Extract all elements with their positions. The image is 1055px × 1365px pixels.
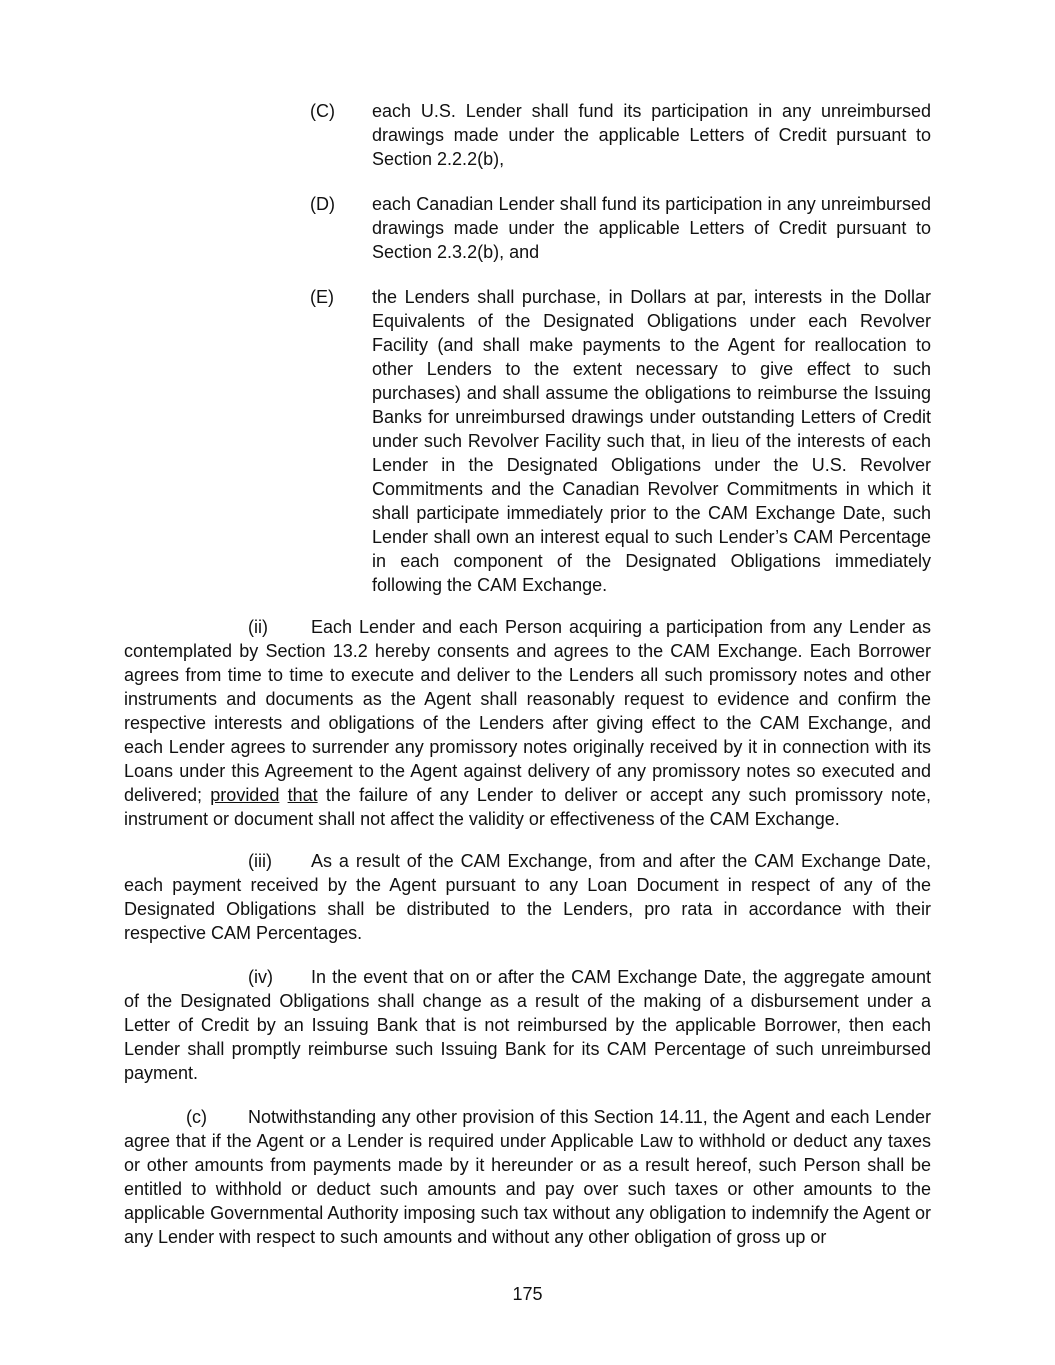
item-text: each Canadian Lender shall fund its participation in any unreimbursed drawings made under the applicable Letters of Credit pursuant to Section 2.3.2(b), and: [372, 194, 931, 262]
paragraph-label: (c): [186, 1107, 207, 1127]
paragraph-iii: [124, 849, 931, 945]
paragraph-c: [124, 1105, 931, 1249]
paragraph-label: (ii): [248, 617, 268, 637]
paragraph-label: (iii): [248, 851, 272, 871]
page-number: 175: [512, 1284, 543, 1304]
paragraph-text-continued: the failure of any Lender to deliver or accept any such promissory note, instrument or document shall not affect the validity or effectiveness of the CAM Exchange.: [124, 785, 931, 829]
paragraph-iv: [124, 965, 931, 1085]
item-text: each U.S. Lender shall fund its participation in any unreimbursed drawings made under the applicable Letters of Credit pursuant to Section 2.2.2(b),: [372, 101, 931, 169]
item-text: the Lenders shall purchase, in Dollars at par, interests in the Dollar Equivalents of the Designated Obligations under each Revolver Facility (and shall make payments to the Agent for reallocation to other Lenders to the extent necessary to give effect to such purchases) and shall assume the obligations to reimburse the Issuing Banks for unreimbursed drawings under outstanding Letters of Credit under such Revolver Facility such that, in lieu of the interests of each Lender in the Designated Obligations under the U.S. Revolver Commitments and the Canadian Revolver Commitments in which it shall participate immediately prior to the CAM Exchange Date, such Lender shall own an interest equal to such Lender’s CAM Percentage in each component of the Designated Obligations immediately following the CAM Exchange.: [372, 287, 931, 595]
provided-term: provided: [210, 785, 280, 805]
paragraph-text: In the event that on or after the CAM Exchange Date, the aggregate amount of the Designated Obligations shall change as a result of the making of a disbursement under a Letter of Credit by an Issuing Bank that is not reimbursed by the applicable Borrower, then each Lender shall promptly reimburse such Issuing Bank for its CAM Percentage of such unreimbursed payment.: [124, 967, 931, 1083]
item-label: (D): [310, 194, 335, 214]
item-label: (E): [310, 287, 334, 307]
paragraph-text: As a result of the CAM Exchange, from and after the CAM Exchange Date, each payment received by the Agent pursuant to any Loan Document in respect of any of the Designated Obligations shall be distributed to the Lenders, pro rata in accordance with their respective CAM Percentages.: [124, 851, 931, 943]
that-term: that: [287, 785, 318, 805]
paragraph-text: Each Lender and each Person acquiring a participation from any Lender as contemplated by Section 13.2 hereby consents and agrees to the CAM Exchange. Each Borrower agrees from time to time to execute and deliver to the Lenders all such promissory notes and other instruments and documents as the Agent shall reasonably request to evidence and confirm the respective interests and obligations of the Lenders after giving effect to the CAM Exchange, and each Lender agrees to surrender any promissory notes originally received by it in connection with its Loans under this Agreement to the Agent against delivery of any promissory notes so executed and delivered;: [124, 617, 931, 805]
paragraph-text: Notwithstanding any other provision of this Section 14.11, the Agent and each Lender agree that if the Agent or a Lender is required under Applicable Law to withhold or deduct any taxes or other amounts from payments made by it hereunder or as a result hereof, such Person shall be entitled to withhold or deduct such amounts and pay over such taxes or other amounts to the applicable Governmental Authority imposing such tax without any obligation to indemnify the Agent or any Lender with respect to such amounts and without any other obligation of gross up or: [124, 1107, 931, 1247]
paragraph-label: (iv): [248, 967, 273, 987]
item-label: (C): [310, 101, 335, 121]
paragraph-ii: [124, 615, 931, 831]
